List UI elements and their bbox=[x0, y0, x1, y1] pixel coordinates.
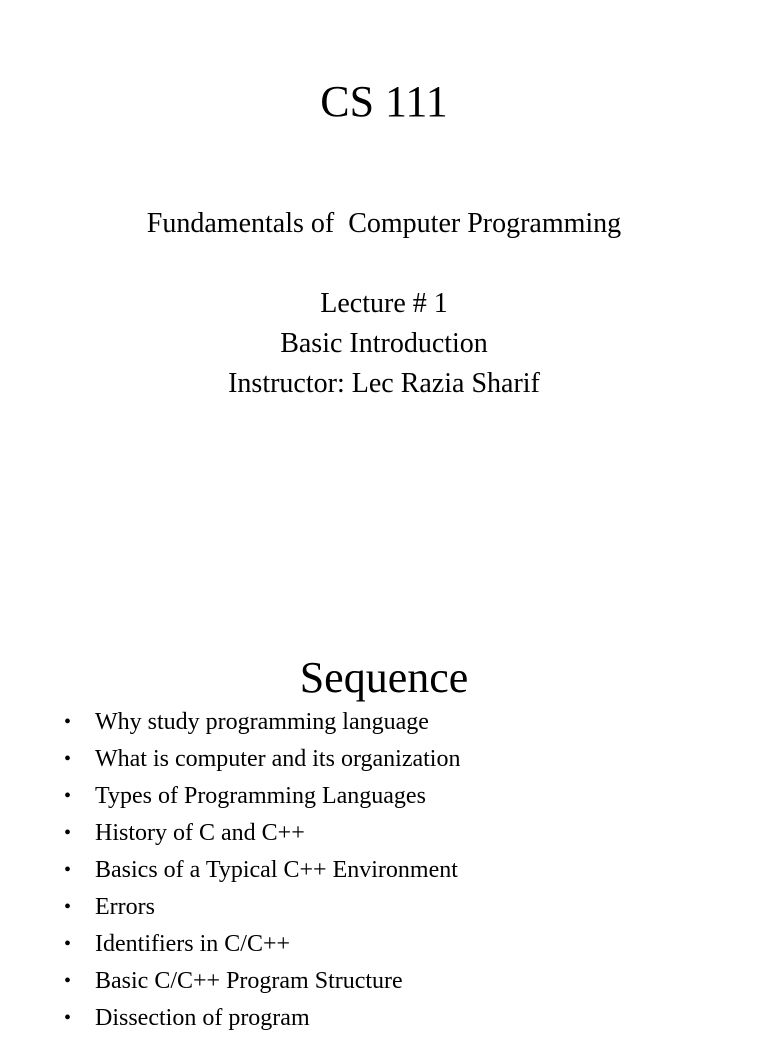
list-item bbox=[0, 852, 768, 889]
bullet-icon: • bbox=[64, 933, 72, 955]
list-item-text: Dissection of program bbox=[95, 1005, 310, 1031]
list-item bbox=[0, 815, 768, 852]
list-item-text: Identifiers in C/C++ bbox=[95, 931, 291, 957]
sequence-slide bbox=[0, 512, 768, 1031]
bullet-icon: • bbox=[64, 785, 72, 807]
list-item bbox=[0, 741, 768, 778]
sequence-title: Sequence bbox=[299, 653, 469, 702]
list-item-text: What is computer and its organization bbox=[95, 746, 461, 772]
instructor: Instructor: Lec Razia Sharif bbox=[228, 368, 540, 399]
bullet-icon: • bbox=[64, 859, 72, 881]
bullet-icon: • bbox=[64, 711, 72, 733]
bullet-icon: • bbox=[64, 896, 72, 918]
list-item-text: Errors bbox=[95, 894, 155, 920]
lecture-topic: Basic Introduction bbox=[280, 328, 488, 359]
list-item-text: Basics of a Typical C++ Environment bbox=[95, 857, 458, 883]
lecture-info bbox=[0, 284, 768, 404]
list-item bbox=[0, 963, 768, 1000]
lecture-number: Lecture # 1 bbox=[320, 288, 448, 319]
list-item bbox=[0, 926, 768, 963]
list-item bbox=[0, 889, 768, 926]
sequence-list bbox=[0, 704, 768, 1037]
list-item-text: Basic C/C++ Program Structure bbox=[95, 968, 403, 994]
list-item-text: History of C and C++ bbox=[95, 820, 305, 846]
bullet-icon: • bbox=[64, 822, 72, 844]
course-name: Fundamentals of Computer Programming bbox=[146, 208, 622, 239]
course-code: CS 111 bbox=[320, 77, 448, 126]
list-item bbox=[0, 1000, 768, 1037]
list-item-text: Types of Programming Languages bbox=[95, 783, 426, 809]
list-item bbox=[0, 704, 768, 741]
bullet-icon: • bbox=[64, 748, 72, 770]
bullet-icon: • bbox=[64, 1007, 72, 1029]
list-item-text: Why study programming language bbox=[95, 709, 429, 735]
title-slide bbox=[0, 0, 768, 512]
bullet-icon: • bbox=[64, 970, 72, 992]
list-item bbox=[0, 778, 768, 815]
